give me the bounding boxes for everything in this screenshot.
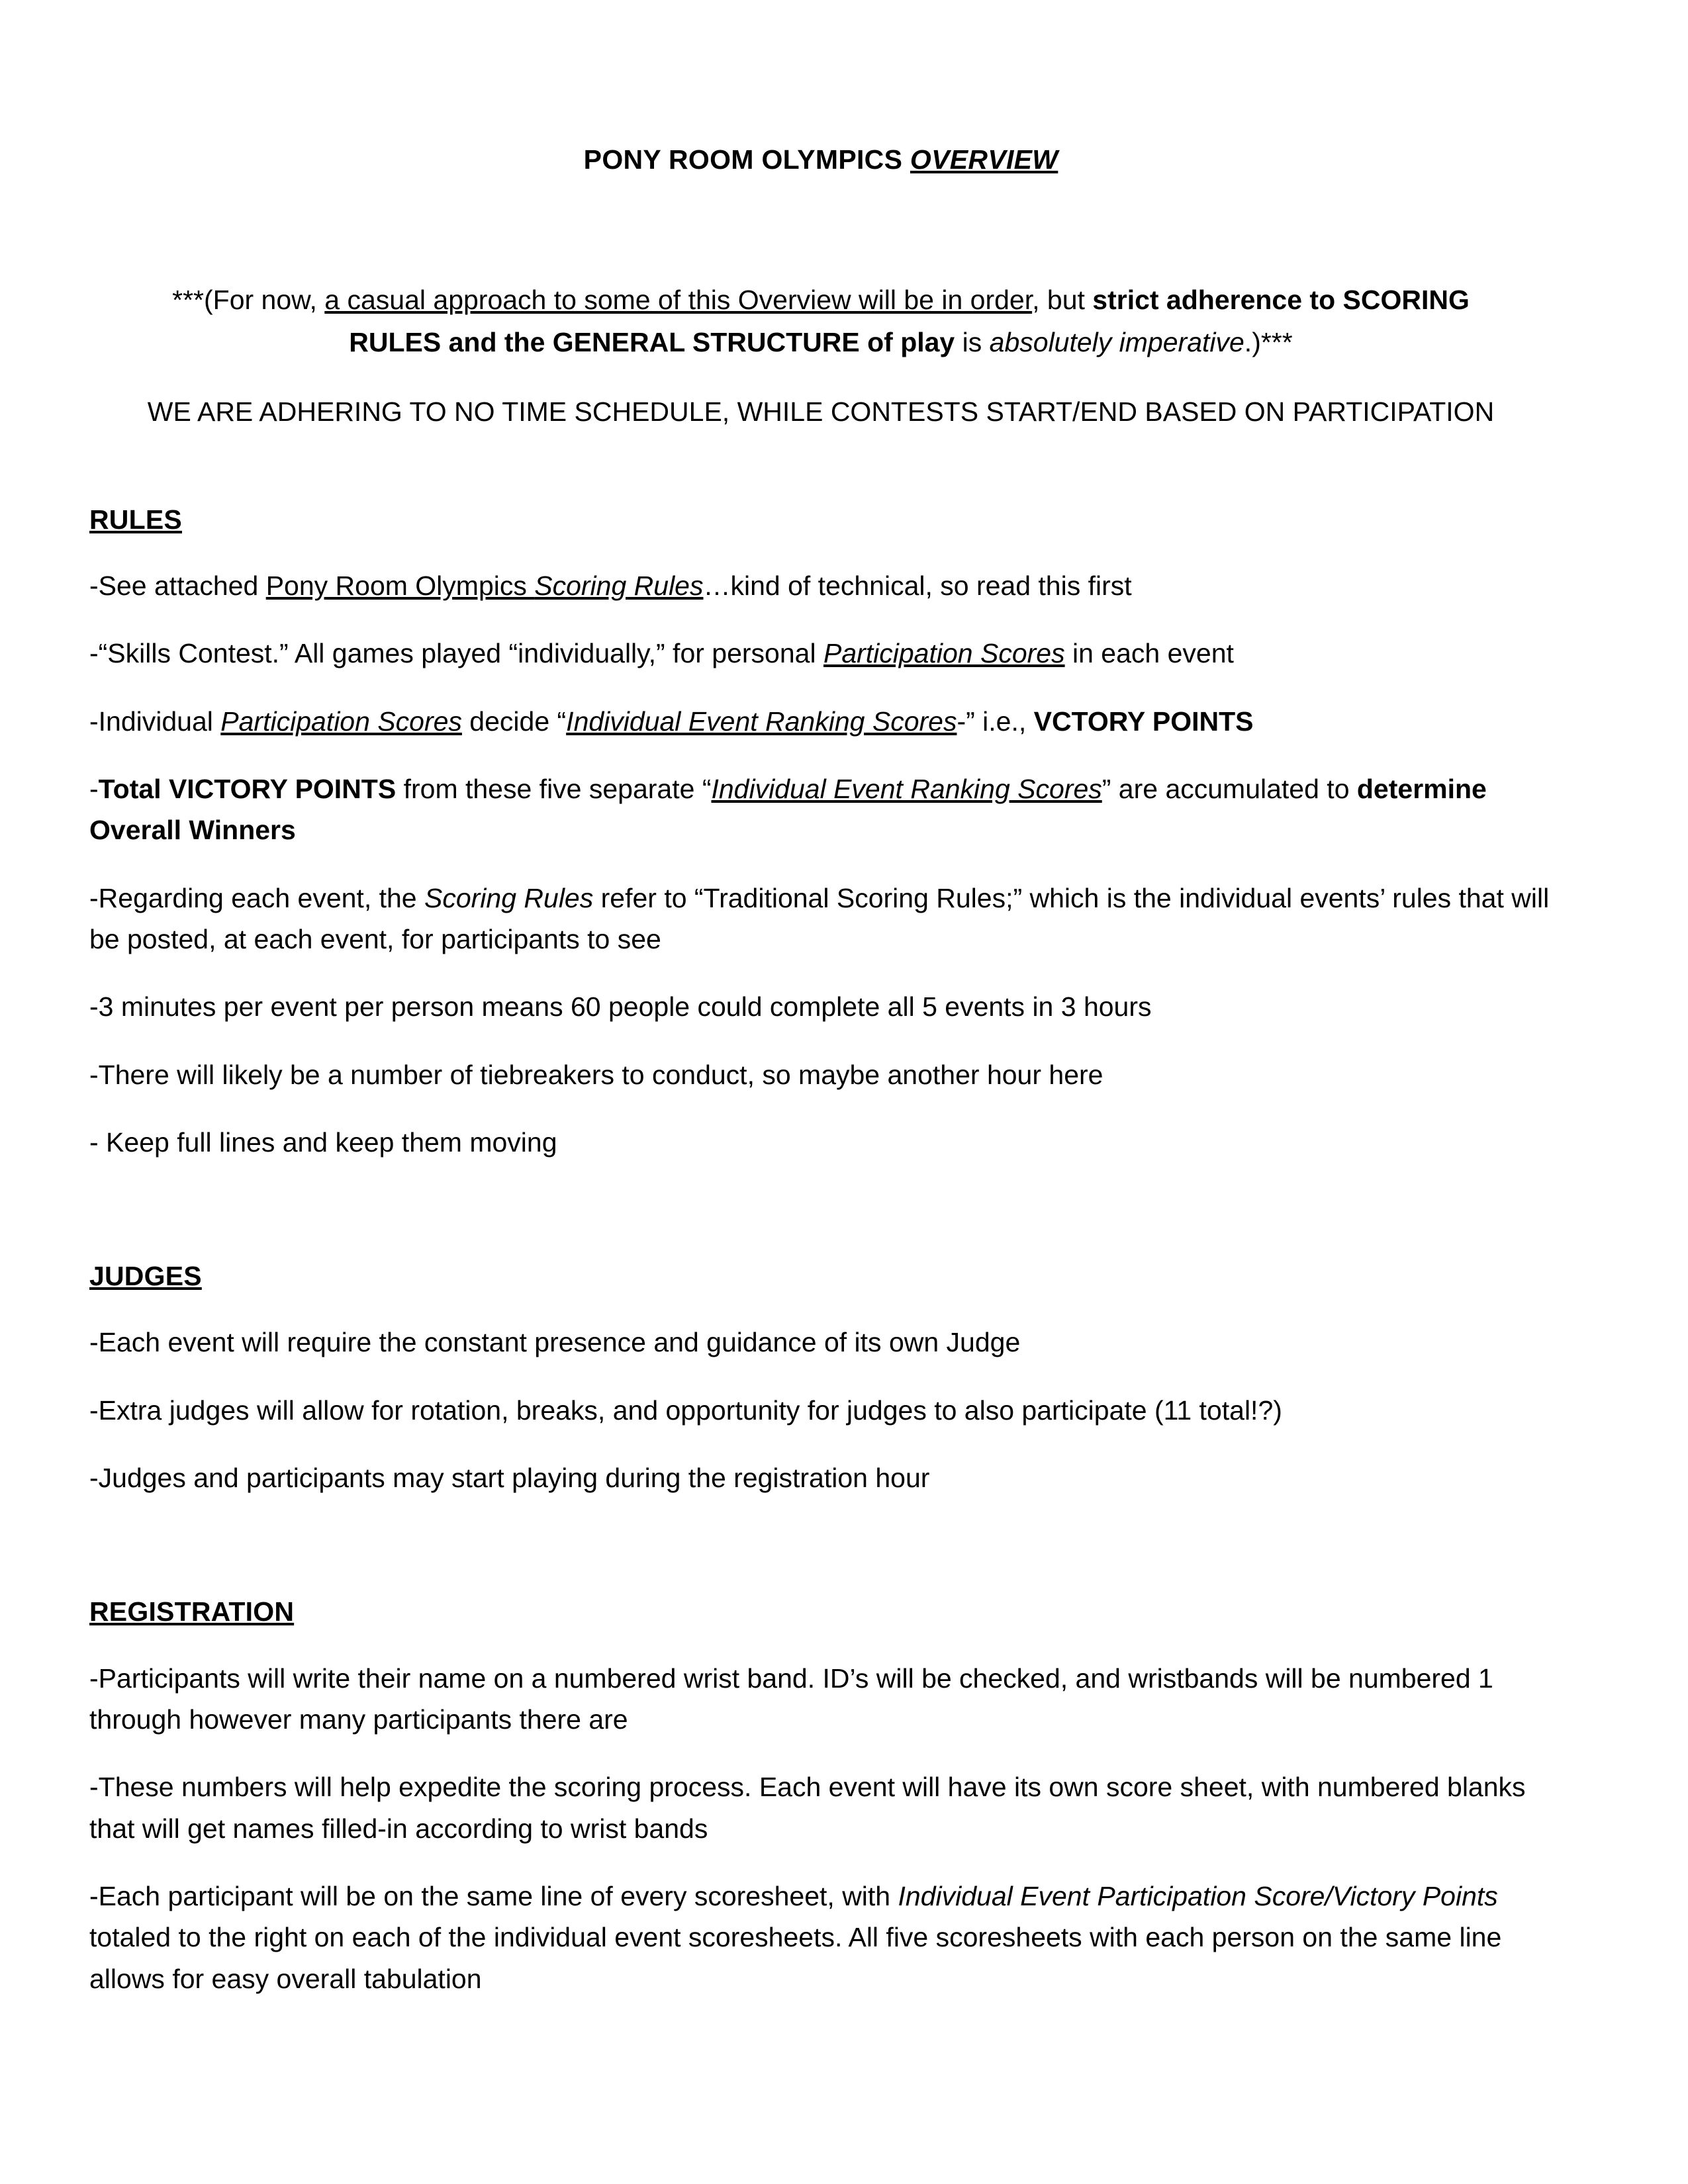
section-paragraph — [89, 633, 1552, 674]
paragraph-run: refer to “Traditional Scoring Rules;” which is the individual events’ rules that will be posted, at each event, for participants to see — [89, 882, 1550, 954]
paragraph-run: -These numbers will help expedite the scoring process. Each event will have its own score sheet, with numbered blanks that will get names filled-in according to wrist bands — [89, 1772, 1526, 1844]
section-heading: REGISTRATION — [89, 1596, 295, 1627]
paragraph-run: Total VICTORY POINTS — [98, 773, 397, 804]
section-spacer — [89, 1525, 1552, 1591]
paragraph-run: -There will likely be a number of tiebreakers to conduct, so maybe another hour here — [89, 1059, 1103, 1090]
paragraph-run: determine Overall Winners — [89, 773, 1487, 846]
section-paragraph — [89, 1457, 1552, 1498]
document-body — [89, 139, 1552, 1999]
paragraph-run: -Judges and participants may start playing during the registration hour — [89, 1463, 930, 1494]
section-paragraph — [89, 1054, 1552, 1095]
page-title — [89, 139, 1552, 180]
section-paragraph — [89, 1390, 1552, 1431]
section-paragraph — [89, 878, 1552, 960]
section-paragraph — [89, 701, 1552, 742]
paragraph-run: Scoring Rules — [424, 882, 594, 913]
section-heading: JUDGES — [89, 1261, 202, 1292]
paragraph-run: decide “ — [461, 705, 567, 737]
section-spacer — [89, 1189, 1552, 1255]
paragraph-run: from these five separate “ — [396, 773, 712, 804]
intro-seg5: is — [955, 326, 990, 357]
paragraph-run: Pony Room Olympics — [265, 570, 535, 602]
paragraph-run: ” are accumulated to — [1102, 773, 1357, 804]
paragraph-run: Individual Event Ranking Scores — [566, 705, 957, 737]
section-paragraph — [89, 1766, 1552, 1849]
title-spacer — [89, 180, 1552, 279]
paragraph-run: Scoring Rules — [534, 570, 704, 602]
pre-rules-spacer — [89, 433, 1552, 499]
paragraph-run: -“Skills Contest.” All games played “individually,” for personal — [89, 638, 823, 669]
intro-seg2: a casual approach to some of this Overview will be in order — [324, 285, 1033, 316]
paragraph-run: -Participants will write their name on a numbered wrist band. ID’s will be checked, and wristbands will be numbered 1 through however many participants there are — [89, 1662, 1493, 1735]
paragraph-run: Participation Scores — [823, 638, 1065, 669]
page-title-main: PONY ROOM OLYMPICS — [583, 144, 910, 175]
paragraph-run: - — [89, 773, 99, 804]
paragraph-run: …kind of technical, so read this first — [703, 570, 1132, 602]
section-paragraph — [89, 1122, 1552, 1163]
section-paragraph — [89, 768, 1552, 851]
paragraph-run: -Regarding each event, the — [89, 882, 424, 913]
paragraph-run: VCTORY POINTS — [1033, 705, 1254, 737]
paragraph-run: -Individual — [89, 705, 221, 737]
paragraph-run: - Keep full lines and keep them moving — [89, 1126, 557, 1158]
intro-seg6: absolutely imperative — [989, 326, 1244, 357]
intro-seg4: strict adherence to SCORING RULES and the GENERAL STRUCTURE of play — [349, 285, 1470, 357]
intro-note — [89, 279, 1552, 363]
paragraph-run: -Each event will require the constant presence and guidance of its own Judge — [89, 1327, 1021, 1358]
intro-seg3: , but — [1032, 285, 1093, 316]
section-heading: RULES — [89, 504, 182, 535]
sections-container — [89, 499, 1552, 1999]
paragraph-run: -” i.e., — [957, 705, 1034, 737]
section-paragraph — [89, 1876, 1552, 1999]
page-title-overview: OVERVIEW — [910, 144, 1058, 175]
paragraph-run: -3 minutes per event per person means 60 people could complete all 5 events in 3 hours — [89, 991, 1152, 1023]
paragraph-run: -Each participant will be on the same line of every scoresheet, with — [89, 1880, 898, 1911]
paragraph-run: Individual Event Ranking Scores — [711, 773, 1102, 804]
paragraph-run: Individual Event Participation Score/Victory Points — [898, 1880, 1498, 1911]
intro-seg1: ***(For now, — [172, 285, 325, 316]
intro-seg7: .)*** — [1244, 326, 1293, 357]
section-paragraph — [89, 565, 1552, 606]
paragraph-run: -Extra judges will allow for rotation, breaks, and opportunity for judges to also participate (11 total!?) — [89, 1394, 1282, 1426]
no-time-schedule-line: WE ARE ADHERING TO NO TIME SCHEDULE, WHILE CONTESTS START/END BASED ON PARTICIPATION — [147, 396, 1495, 428]
paragraph-run: in each event — [1064, 638, 1234, 669]
section-paragraph — [89, 1658, 1552, 1741]
paragraph-run: Participation Scores — [220, 705, 462, 737]
section-paragraph — [89, 986, 1552, 1027]
section-paragraph — [89, 1322, 1552, 1363]
paragraph-run: totaled to the right on each of the individual event scoresheets. All five scoresheets with each person on the same line allows for easy overall tabulation — [89, 1922, 1502, 1994]
paragraph-run: -See attached — [89, 570, 266, 602]
